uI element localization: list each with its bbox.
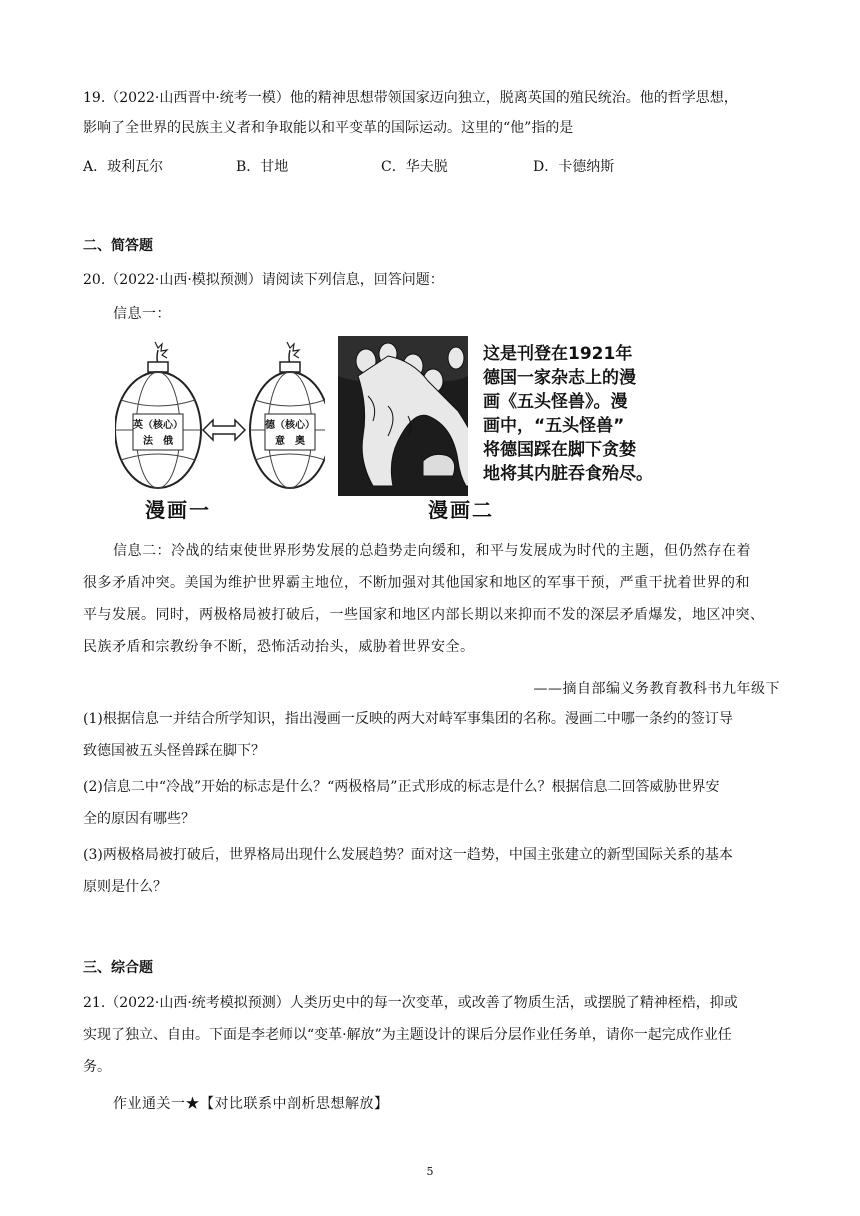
q20-stem: 20.（2022·山西·模拟预测）请阅读下列信息，回答问题： (83, 272, 444, 288)
cartoon-one-figure (115, 340, 325, 520)
cartoon-two-text-line4: 画中，“五头怪兽” (483, 416, 625, 436)
bomb-left (115, 342, 201, 488)
cartoon-two-text-line2: 德国一家杂志上的漫 (483, 368, 636, 388)
cartoon-two-text-line6: 地将其内脏吞食殆尽。 (483, 464, 653, 484)
q20-source: ——摘自部编义务教育教科书九年级下 (533, 681, 780, 697)
cartoon-two-caption: 漫画二 (428, 498, 494, 522)
q20-info2-line2: 很多矛盾冲突。美国为维护世界霸主地位，不断加强对其他国家和地区的军事干预，严重干扰着世界的和 (83, 575, 750, 591)
bomb-left-label-2: 法 俄 (143, 436, 173, 447)
cartoon-two-text-line1: 这是刊登在1921年 (483, 344, 633, 364)
q20-subquestions (83, 708, 783, 908)
cartoon-two-text-line5: 将德国踩在脚下贪婪 (483, 440, 636, 460)
bomb-right (250, 342, 325, 488)
cartoon-one-caption: 漫画一 (145, 498, 211, 522)
bomb-right-label-2: 意 奥 (275, 436, 305, 447)
q19-option-a: A．玻利瓦尔 (83, 159, 164, 175)
q19-options (83, 156, 783, 176)
section-title-short-answer: 二、简答题 (83, 238, 153, 254)
cartoon-two-illustration (338, 336, 468, 496)
q21-line1: 21.（2022·山西·统考模拟预测）人类历史中的每一次变革，或改善了物质生活，或摆脱了精神桎梏，抑或 (83, 995, 738, 1011)
q20-sub2-line1: (2)信息二中“冷战”开始的标志是什么？“两极格局”正式形成的标志是什么？根据信息二回答威胁世界安 (83, 779, 720, 795)
bomb-right-label-1: 德（核心） (265, 420, 315, 431)
q20-info2-line3: 平与发展。同时，两极格局被打破后，一些国家和地区内部长期以来抑而不发的深层矛盾爆发，地区冲突、 (83, 607, 765, 623)
q20-info1-label: 信息一： (113, 306, 171, 322)
q19-option-d: D．卡德纳斯 (533, 159, 615, 175)
q20-info2-line4: 民族矛盾和宗教纷争不断，恐怖活动抬头，威胁着世界安全。 (83, 639, 475, 655)
q19-option-b: B．甘地 (236, 159, 289, 175)
q19-stem-line1: 19.（2022·山西晋中·统考一模）他的精神思想带领国家迈向独立，脱离英国的殖民统治。他的哲学思想， (83, 90, 738, 106)
q20-sub1-line2: 致德国被五头怪兽踩在脚下？ (83, 743, 265, 759)
cartoon-two-text (483, 342, 673, 486)
cartoon-two-text-line3: 画《五头怪兽》。漫 (483, 392, 628, 412)
page-number: 5 (426, 1165, 434, 1178)
section-title-comprehensive: 三、综合题 (83, 960, 153, 976)
q19-stem-line2: 影响了全世界的民族主义者和争取能以和平变革的国际运动。这里的“他”指的是 (83, 120, 574, 136)
q20-info2-line1: 信息二：冷战的结束使世界形势发展的总趋势走向缓和，和平与发展成为时代的主题，但仍然存在着 (113, 543, 751, 559)
double-arrow-icon (203, 420, 245, 440)
bomb-left-label-1: 英（核心） (133, 420, 183, 431)
q20-sub2-line2: 全的原因有哪些？ (83, 811, 195, 827)
question-21 (83, 992, 783, 1092)
q19-option-c: C．华夫脱 (381, 159, 448, 175)
q21-line3: 务。 (83, 1059, 111, 1075)
q20-sub3-line1: (3)两极格局被打破后，世界格局出现什么发展趋势？面对这一趋势，中国主张建立的新型国际关系的基本 (83, 847, 733, 863)
q20-info2 (83, 540, 783, 670)
q21-task1: 作业通关一★【对比联系中剖析思想解放】 (113, 1096, 389, 1112)
q21-line2: 实现了独立、自由。下面是李老师以“变革·解放”为主题设计的课后分层作业任务单，请你一起完成作业任 (83, 1027, 732, 1043)
q20-sub3-line2: 原则是什么？ (83, 879, 167, 895)
q20-sub1-line1: (1)根据信息一并结合所学知识，指出漫画一反映的两大对峙军事集团的名称。漫画二中哪一条约的签订导 (83, 711, 733, 727)
